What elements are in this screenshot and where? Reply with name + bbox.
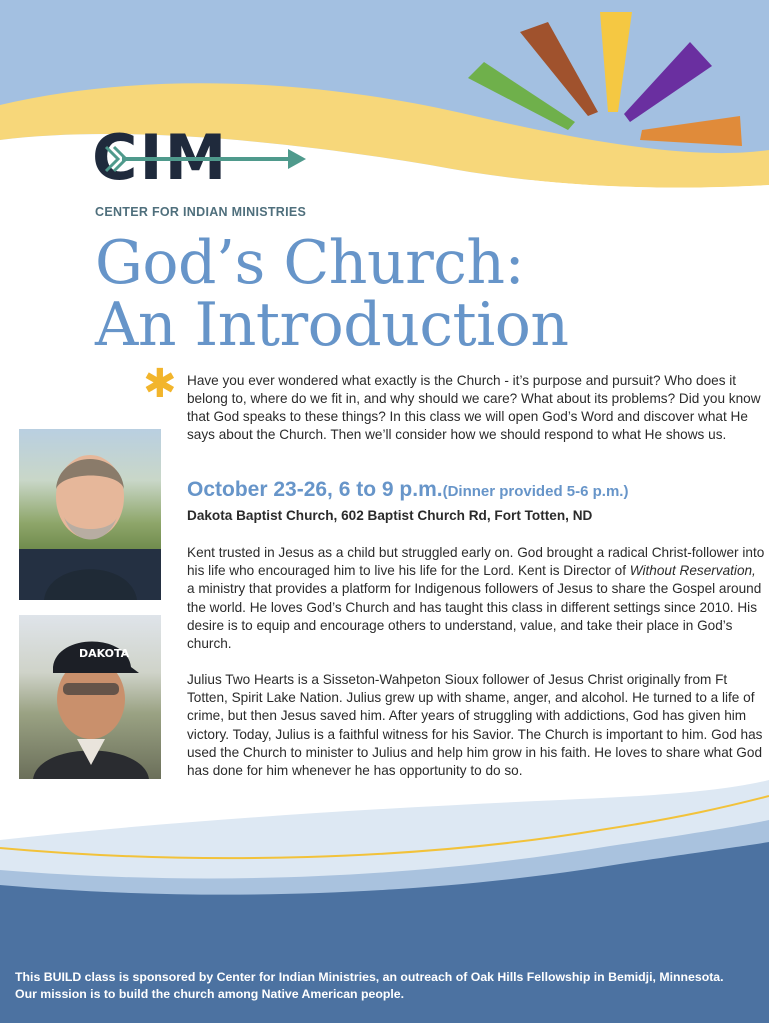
footer-line-1: This BUILD class is sponsored by Center for Indian Ministries, an outreach of Oak Hills Fellowship in Bemidji, Minnesota. [15,970,724,984]
intro-paragraph: Have you ever wondered what exactly is the Church - it’s purpose and pursuit? Who does it belong to, where do we fit in, and why should we care? What about its problems? Did you know that God speaks to these things? In this class we will open God’s Word and discover what He says about the Church. Then we’ll consider how we should respond to what He shows us. [187,373,761,442]
page-title [95,228,569,360]
event-date-line [187,478,628,502]
event-venue: Dakota Baptist Church, 602 Baptist Church Rd, Fort Totten, ND [187,508,593,523]
photo-kent [19,429,161,600]
bio-kent-text-1: Kent trusted in Jesus as a child but struggled early on. God brought a radical Christ-follower into his life who encouraged him to live his life for the Lord. Kent is Director of [187,545,765,579]
bio-julius: Julius Two Hearts is a Sisseton-Wahpeton Sioux follower of Jesus Christ originally from Ft Totten, Spirit Lake Nation. Julius grew up with shame, anger, and alcohol. He turned to a life of crime, but then Jesus saved him. After years of struggling with addictions, God has given him victory. Today, Julius is a faithful witness for his Savior. The Church is important to him. God has used the Church to minister to Julius and help him grow in his faith. He loves to share what God has done for him whenever he has opportunity to do so. [187,672,763,779]
bio-kent-text-2: a ministry that provides a platform for Indigenous followers of Jesus to share the Gospel around the world. He loves God’s Church and has taught this class in different settings since 2010. His desire is to equip and encourage others to understand, value, and take their place in God’s church. [187,581,762,652]
logo-mark: CIM [92,121,229,194]
portrait-icon [19,429,161,600]
footer-sponsor [15,969,724,1003]
bio-kent [187,544,767,653]
arrow-icon [92,137,307,197]
cap-text: DAKOTA [79,647,130,660]
title-line-2: An Introduction [95,290,569,360]
footer-line-2: Our mission is to build the church among Native American people. [15,987,405,1001]
ministry-name: Without Reservation, [629,563,756,579]
photo-julius [19,615,161,779]
portrait-icon [19,615,161,779]
title-line-1: God’s Church: [95,228,525,298]
dinner-note: (Dinner provided 5-6 p.m.) [442,483,629,500]
asterisk-icon: ✱ [143,361,177,407]
event-date: October 23-26, 6 to 9 p.m. [187,478,443,501]
cim-logo [92,121,307,219]
logo-subtitle: CENTER FOR INDIAN MINISTRIES [95,205,307,219]
